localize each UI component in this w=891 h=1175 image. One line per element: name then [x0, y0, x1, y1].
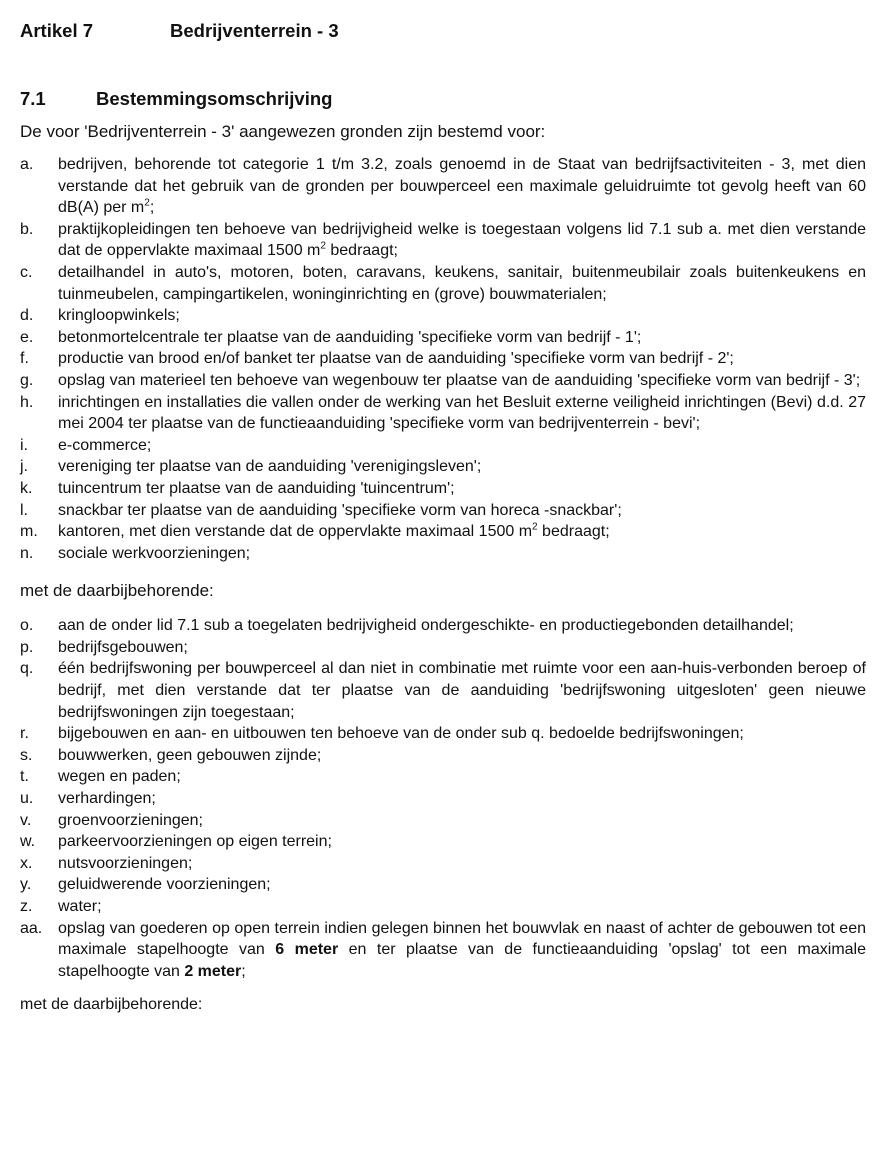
list-item	[20, 615, 866, 637]
list-item-letter: q.	[20, 660, 34, 678]
list-item-letter: t.	[20, 768, 29, 786]
list-item	[20, 392, 866, 435]
list-item-letter: r.	[20, 725, 29, 743]
cut-off-line: met de daarbijbehorende:	[20, 996, 203, 1014]
section-number: 7.1	[20, 88, 46, 109]
list-item-letter: l.	[20, 501, 28, 519]
list-item-text: aan de onder lid 7.1 sub a toegelaten bedrijvigheid ondergeschikte- en productiegebonden detailhandel;	[58, 617, 794, 635]
list-item-letter: n.	[20, 544, 34, 562]
section-heading	[20, 88, 866, 116]
list-item-text: kantoren, met dien verstande dat de oppervlakte maximaal 1500 $m^2$ bedraagt;	[58, 521, 610, 541]
list-item-letter: s.	[20, 746, 33, 764]
list-item-letter: m.	[20, 523, 38, 541]
list-item-letter: c.	[20, 263, 33, 281]
list-item-text: vereniging ter plaatse van de aanduiding 'verenigingsleven';	[58, 458, 482, 476]
accessory-list	[20, 615, 866, 982]
list-item-text: bedrijfsgebouwen;	[58, 638, 188, 656]
list-item-text: productie van brood en/of banket ter plaatse van de aanduiding 'specifieke vorm van bedrijf - 2';	[58, 350, 734, 368]
list-item-letter: j.	[20, 458, 28, 476]
list-item-text: inrichtingen en installaties die vallen onder de werking van het Besluit externe veiligheid inrichtingen (Bevi) d.d. 27 mei 2004 ter plaatse van de functieaanduiding 'specifieke vorm van bedrijventerrein - bevi';	[58, 393, 866, 433]
list-item	[20, 745, 866, 767]
list-item	[20, 219, 866, 262]
list-item-text: bedrijven, behorende tot categorie 1 t/m 3.2, zoals genoemd in de Staat van bedrijfsactiviteiten - 3, met dien verstande dat het gebruik van de gronden per bouwperceel een maximale geluidruimte tot gevolg heeft van 60 dB(A) per $m^2$;	[58, 156, 866, 217]
list-item-letter: d.	[20, 307, 34, 325]
list-item-letter: p.	[20, 638, 34, 656]
list-item-text: nutsvoorzieningen;	[58, 854, 193, 872]
list-item	[20, 810, 866, 832]
list-item-letter: i.	[20, 436, 28, 454]
list-item	[20, 262, 866, 305]
list-item-text: geluidwerende voorzieningen;	[58, 876, 271, 894]
article-heading	[20, 20, 866, 50]
list-item-letter: g.	[20, 371, 34, 389]
list-item-text: bijgebouwen en aan- en uitbouwen ten behoeve van de onder sub q. bedoelde bedrijfswoningen;	[58, 725, 744, 743]
list-item-letter: z.	[20, 898, 33, 915]
document-page	[20, 20, 867, 1014]
list-item	[20, 478, 866, 500]
list-item	[20, 543, 866, 565]
list-item-text: parkeervoorzieningen op eigen terrein;	[58, 833, 332, 851]
list-item-letter: v.	[20, 811, 32, 829]
list-item	[20, 305, 866, 327]
list-item-text: e-commerce;	[58, 436, 152, 454]
list-item-text: opslag van materieel ten behoeve van wegenbouw ter plaatse van de aanduiding 'specifieke vorm van bedrijf - 3';	[58, 371, 861, 389]
list-item-text: detailhandel in auto's, motoren, boten, caravans, keukens, sanitair, buitenmeubilair zoals buitenkeukens en tuinmeubelen, campingartikelen, woninginrichting en (grove) bouwmaterialen;	[58, 263, 866, 303]
list-item-letter: o.	[20, 617, 34, 635]
list-item-letter: e.	[20, 328, 34, 346]
list-item	[20, 456, 866, 478]
list-item	[20, 637, 866, 659]
list-item	[20, 831, 866, 853]
list-item-text: wegen en paden;	[58, 768, 181, 786]
list-item	[20, 348, 866, 370]
list-item-text: praktijkopleidingen ten behoeve van bedrijvigheid welke is toegestaan volgens lid 7.1 sub a. met dien verstande dat de oppervlakte maximaal 1500 $m^2$ bedraagt;	[58, 220, 866, 260]
list-item-text: kringloopwinkels;	[58, 307, 180, 325]
list-item-text: sociale werkvoorzieningen;	[58, 544, 251, 562]
list-item-letter: a.	[20, 156, 34, 173]
list-item-text: één bedrijfswoning per bouwperceel al dan niet in combinatie met ruimte voor een aan-huis-verbonden beroep of bedrijf, met dien verstande dat ter plaatse van de aanduiding 'bedrijfswoning uitgesloten' geen nieuwe bedrijfswoningen zijn toegestaan;	[58, 660, 866, 721]
list-item-letter: k.	[20, 479, 33, 497]
list-item-letter: y.	[20, 876, 32, 894]
article-title: Bedrijventerrein - 3	[170, 20, 339, 41]
list-item-text: snackbar ter plaatse van de aanduiding 'specifieke vorm van horeca -snackbar';	[58, 501, 622, 519]
section-title: Bestemmingsomschrijving	[96, 88, 333, 109]
list-item	[20, 874, 866, 896]
list-item-text: bouwwerken, geen gebouwen zijnde;	[58, 746, 322, 764]
list-item	[20, 370, 866, 392]
list-item	[20, 853, 866, 875]
list-item	[20, 521, 866, 543]
list-item	[20, 327, 866, 349]
list-item	[20, 896, 866, 918]
list-item-letter: h.	[20, 393, 34, 411]
list-item	[20, 435, 866, 457]
purpose-list	[20, 154, 866, 564]
list-item-text: groenvoorzieningen;	[58, 811, 203, 829]
list-item-text: opslag van goederen op open terrein indien gelegen binnen het bouwvlak en naast of achter de gebouwen tot een maximale stapelhoogte van 6 meter en ter plaatse van de functieaanduiding 'opslag' tot een maximale stapelhoogte van 2 meter;	[58, 919, 867, 980]
list-item	[20, 788, 866, 810]
list-item	[20, 766, 866, 788]
list-item-letter: aa.	[20, 919, 43, 937]
list-item	[20, 723, 866, 745]
list-item-text: tuincentrum ter plaatse van de aanduiding 'tuincentrum';	[58, 479, 455, 497]
list-item-text: betonmortelcentrale ter plaatse van de aanduiding 'specifieke vorm van bedrijf - 1';	[58, 328, 642, 346]
list-item	[20, 154, 866, 219]
list-item	[20, 658, 866, 723]
intro-paragraph: De voor 'Bedrijventerrein - 3' aangewezen gronden zijn bestemd voor:	[20, 122, 546, 141]
list-item-letter: f.	[20, 350, 29, 368]
subheading: met de daarbijbehorende:	[20, 581, 214, 601]
list-item-letter: w.	[20, 833, 36, 851]
list-item-letter: u.	[20, 790, 34, 808]
list-item-text: water;	[58, 898, 102, 915]
list-item-text: verhardingen;	[58, 790, 156, 808]
list-item-letter: x.	[20, 854, 33, 872]
list-item-letter: b.	[20, 220, 34, 238]
list-item	[20, 500, 866, 522]
article-number: Artikel 7	[20, 20, 94, 41]
list-item	[20, 918, 866, 983]
